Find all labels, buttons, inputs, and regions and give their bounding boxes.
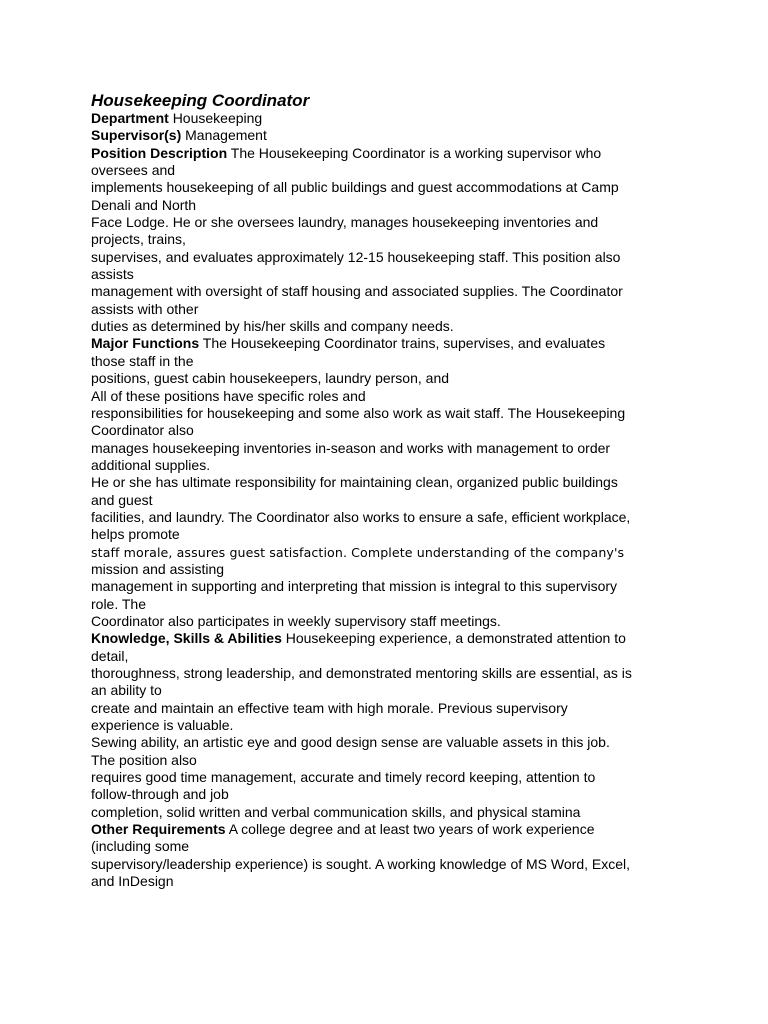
other-requirements-label: Other Requirements [91,821,226,838]
major-functions-line: additional supplies. [91,456,211,473]
major-functions-line [91,335,691,352]
position-line [91,145,691,162]
major-functions-text-alt-font: staff morale, assures guest satisfaction. Complete understanding of the company's [91,544,625,560]
department-value: Housekeeping [172,110,263,126]
other-requirements-line: and InDesign [91,873,174,890]
ksa-line: create and maintain an effective team with high morale. Previous supervisory [91,699,568,716]
major-functions-line: Coordinator also participates in weekly supervisory staff meetings. [91,612,501,629]
major-functions-text: The Housekeeping Coordinator trains, supervises, and evaluates [202,335,606,352]
position-line: assists with other [91,300,199,317]
department-label: Department [91,110,169,126]
position-line: supervises, and evaluates approximately 12-15 housekeeping staff. This position also [91,248,621,265]
position-line: assists [91,266,134,283]
major-functions-line: responsibilities for housekeeping and some also work as wait staff. The Housekeeping [91,404,626,421]
major-functions-line: All of these positions have specific roles and [91,387,366,404]
supervisor-value: Management [185,127,267,144]
position-line: Denali and North [91,196,197,213]
position-line: duties as determined by his/her skills and company needs. [91,318,454,335]
supervisor-label: Supervisor(s) [91,127,182,144]
document-title: Housekeeping Coordinator [91,91,310,110]
major-functions-line: positions, guest cabin housekeepers, laundry person, and [91,370,450,387]
ksa-line: The position also [91,751,197,768]
major-functions-line: and guest [91,491,153,508]
major-functions-line: management in supporting and interpreting that mission is integral to this supervisory [91,578,618,595]
ksa-line: thoroughness, strong leadership, and demonstrated mentoring skills are essential, as is [91,665,632,681]
other-requirements-text: A college degree and at least two years of work experience [228,821,595,838]
other-requirements-line [91,821,691,838]
ksa-line: requires good time management, accurate and timely record keeping, attention to [91,769,596,786]
ksa-line: detail, [91,647,129,664]
department-line [91,110,691,127]
major-functions-line: mission and assisting [91,560,225,577]
major-functions-line: facilities, and laundry. The Coordinator also works to ensure a safe, efficient workplace, [91,508,631,525]
position-label: Position Description [91,144,228,161]
position-line: oversees and [91,162,176,179]
other-requirements-line: supervisory/leadership experience) is sought. A working knowledge of MS Word, Excel, [91,855,631,872]
major-functions-line [91,544,691,561]
major-functions-line: those staff in the [91,352,194,369]
job-description-page [91,90,691,890]
supervisor-line [91,127,691,144]
position-line: projects, trains, [91,231,186,248]
position-line: management with oversight of staff housing and associated supplies. The Coordinator [91,283,623,300]
ksa-line [91,630,691,647]
ksa-line: experience is valuable. [91,717,234,734]
ksa-label: Knowledge, Skills & Abilities [91,630,282,647]
major-functions-line: Coordinator also [91,422,194,439]
ksa-line: an ability to [91,682,162,699]
position-line: Face Lodge. He or she oversees laundry, manages housekeeping inventories and [91,214,599,231]
position-line: implements housekeeping of all public buildings and guest accommodations at Camp [91,179,619,196]
major-functions-label: Major Functions [91,335,200,352]
ksa-line: completion, solid written and verbal communication skills, and physical stamina [91,803,581,820]
major-functions-line: role. The [91,595,146,612]
major-functions-line: manages housekeeping inventories in-season and works with management to order [91,439,611,456]
ksa-line: follow-through and job [91,786,229,803]
other-requirements-line: (including some [91,838,190,855]
major-functions-line: He or she has ultimate responsibility for maintaining clean, organized public buildings [91,474,618,491]
ksa-line: Sewing ability, an artistic eye and good design sense are valuable assets in this job. [91,734,610,751]
position-text: The Housekeeping Coordinator is a working supervisor who [230,144,602,161]
ksa-text: Housekeeping experience, a demonstrated attention to [285,630,626,647]
major-functions-line: helps promote [91,526,180,543]
